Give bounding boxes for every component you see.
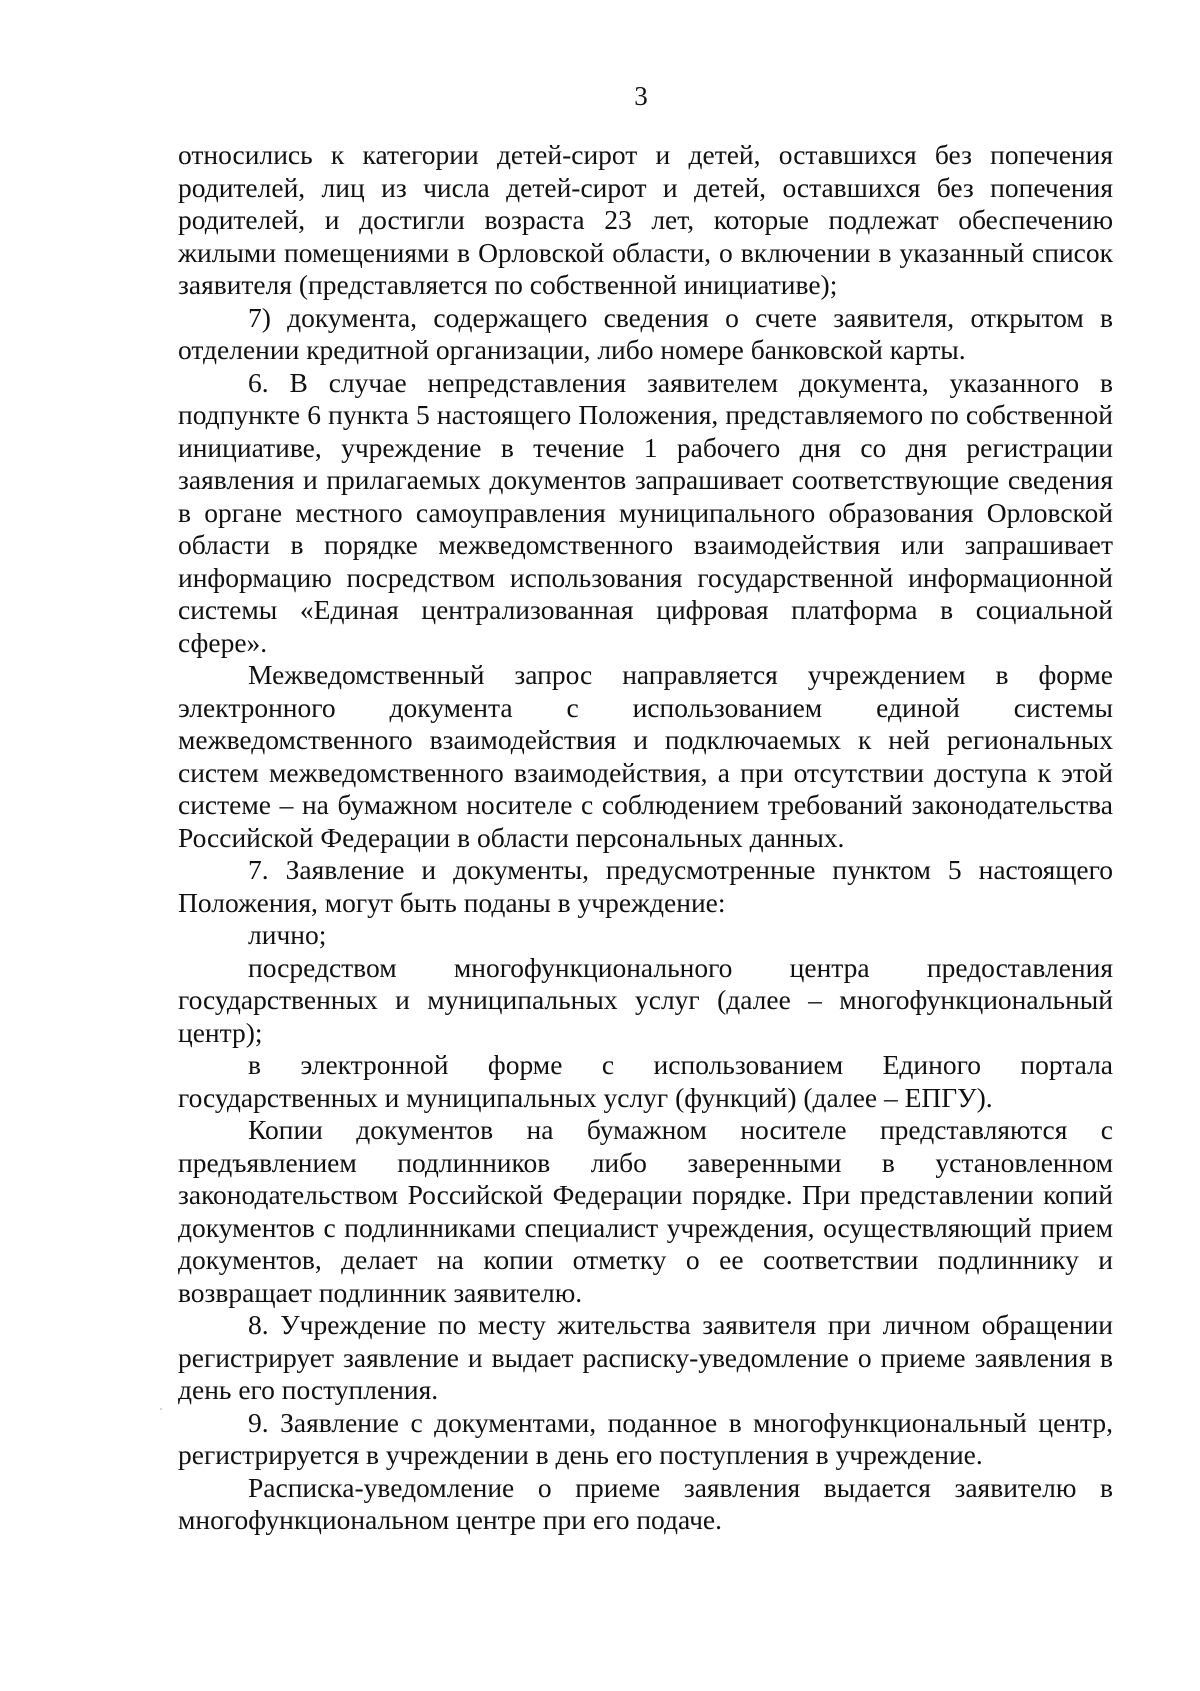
scan-speck [160,1408,162,1410]
paragraph: относились к категории детей-сирот и детей, оставшихся без попечения родителей, лиц из числа детей-сирот и детей, оставшихся без попечения родителей, и достигли возраста 23 лет, которые подлежат обеспечению жилыми помещениями в Орловской области, о включении в указанный список заявителя (представляется по собственной инициативе); [178,139,1113,300]
document-body [178,139,1113,1537]
paragraph: 8. Учреждение по месту жительства заявителя при личном обращении регистрирует заявление и выдает расписку-уведомление о приеме заявления в день его поступления. [178,1309,1113,1405]
paragraph: 7. Заявление и документы, предусмотренные пунктом 5 настоящего Положения, могут быть поданы в учреждение: [178,854,1113,918]
paragraph: посредством многофункционального центра предоставления государственных и муниципальных услуг (далее – многофункциональный центр); [178,951,1113,1048]
paragraph: 6. В случае непредставления заявителем документа, указанного в подпункте 6 пункта 5 настоящего Положения, представляемого по собственной инициативе, учреждение в течение 1 рабочего дня со дня регистрации заявления и прилагаемых документов запрашивает соответствующие сведения в органе местного самоуправления муниципального образования Орловской области в порядке межведомственного взаимодействия или запрашивает информацию посредством использования государственной информационной системы «Единая централизованная цифровая платформа в социальной сфере». [178,366,1113,658]
paragraph: 7) документа, содержащего сведения о счете заявителя, открытом в отделении кредитной организации, либо номере банковской карты. [178,301,1113,365]
paragraph: 9. Заявление с документами, поданное в многофункциональный центр, регистрируется в учреждении в день его поступления в учреждение. [178,1406,1113,1470]
paragraph: в электронной форме с использованием Единого портала государственных и муниципальных услуг (функций) (далее – ЕПГУ). [178,1049,1113,1113]
page-number: 3 [634,81,648,111]
paragraph: лично; [248,919,327,950]
paragraph: Копии документов на бумажном носителе представляются с предъявлением подлинников либо заверенными в установленном законодательством Российской Федерации порядке. При представлении копий документов с подлинниками специалист учреждения, осуществляющий прием документов, делает на копии отметку о ее соответствии подлиннику и возвращает подлинник заявителю. [178,1114,1113,1308]
paragraph: Расписка-уведомление о приеме заявления выдается заявителю в многофункциональном центре при его подаче. [178,1471,1113,1535]
paragraph: Межведомственный запрос направляется учреждением в форме электронного документа с использованием единой системы межведомственного взаимодействия и подключаемых к ней региональных систем межведомственного взаимодействия, а при отсутствии доступа к этой системе – на бумажном носителе с соблюдением требований законодательства Российской Федерации в области персональных данных. [178,659,1113,853]
